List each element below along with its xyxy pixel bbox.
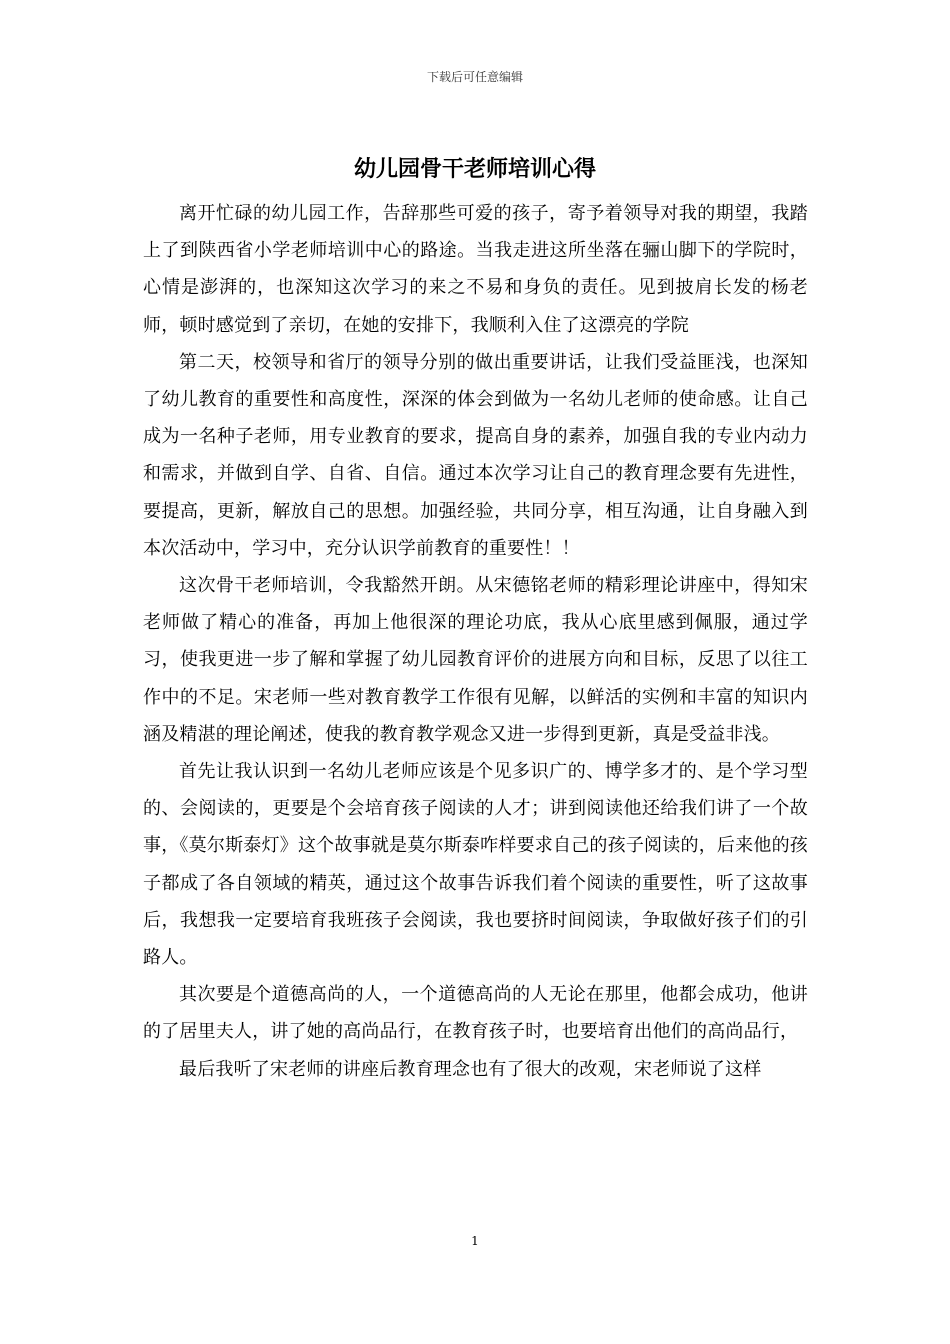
- paragraph-2: 第二天，校领导和省厅的领导分别的做出重要讲话，让我们受益匪浅，也深知了幼儿教育的重要性和高度性，深深的体会到做为一名幼儿老师的使命感。让自己成为一名种子老师，用专业教育的要求，提高自身的素养，加强自我的专业内动力和需求，并做到自学、自省、自信。通过本次学习让自己的教育理念要有先进性，要提高，更新，解放自己的思想。加强经验，共同分享，相互沟通，让自身融入到本次活动中，学习中，充分认识学前教育的重要性！！: [143, 351, 808, 559]
- header-note: 下载后可任意编辑: [426, 70, 523, 84]
- paragraph-4: 首先让我认识到一名幼儿老师应该是个见多识广的、博学多才的、是个学习型的、会阅读的，更要是个会培育孩子阅读的人才；讲到阅读他还给我们讲了一个故事，《莫尔斯泰灯》这个故事就是莫尔斯泰咋样要求自己的孩子阅读的，后来他的孩子都成了各自领域的精英，通过这个故事告诉我们着个阅读的重要性，听了这故事后，我想我一定要培育我班孩子会阅读，我也要挤时间阅读，争取做好孩子们的引路人。: [143, 761, 808, 969]
- page-number: 1: [471, 1234, 479, 1248]
- paragraph-1: 离开忙碌的幼儿园工作，告辞那些可爱的孩子，寄予着领导对我的期望，我踏上了到陕西省小学老师培训中心的路途。当我走进这所坐落在骊山脚下的学院时，心情是澎湃的，也深知这次学习的来之不易和身负的责任。见到披肩长发的杨老师，顿时感觉到了亲切，在她的安排下，我顺利入住了这漂亮的学院: [143, 203, 808, 336]
- document-title: 幼儿园骨干老师培训心得: [353, 157, 596, 182]
- paragraph-5: 其次要是个道德高尚的人，一个道德高尚的人无论在那里，他都会成功，他讲的了居里夫人，讲了她的高尚品行，在教育孩子时，也要培育出他们的高尚品行，: [143, 984, 808, 1043]
- paragraph-3: 这次骨干老师培训，令我豁然开朗。从宋德铭老师的精彩理论讲座中，得知宋老师做了精心的准备，再加上他很深的理论功底，我从心底里感到佩服，通过学习，使我更进一步了解和掌握了幼儿园教育评价的进展方向和目标，反思了以往工作中的不足。宋老师一些对教育教学工作很有见解，以鲜活的实例和丰富的知识内涵及精湛的理论阐述，使我的教育教学观念又进一步得到更新，真是受益非浅。: [143, 575, 808, 745]
- paragraph-6: 最后我听了宋老师的讲座后教育理念也有了很大的改观，宋老师说了这样: [179, 1058, 762, 1080]
- document-body: [143, 195, 808, 1088]
